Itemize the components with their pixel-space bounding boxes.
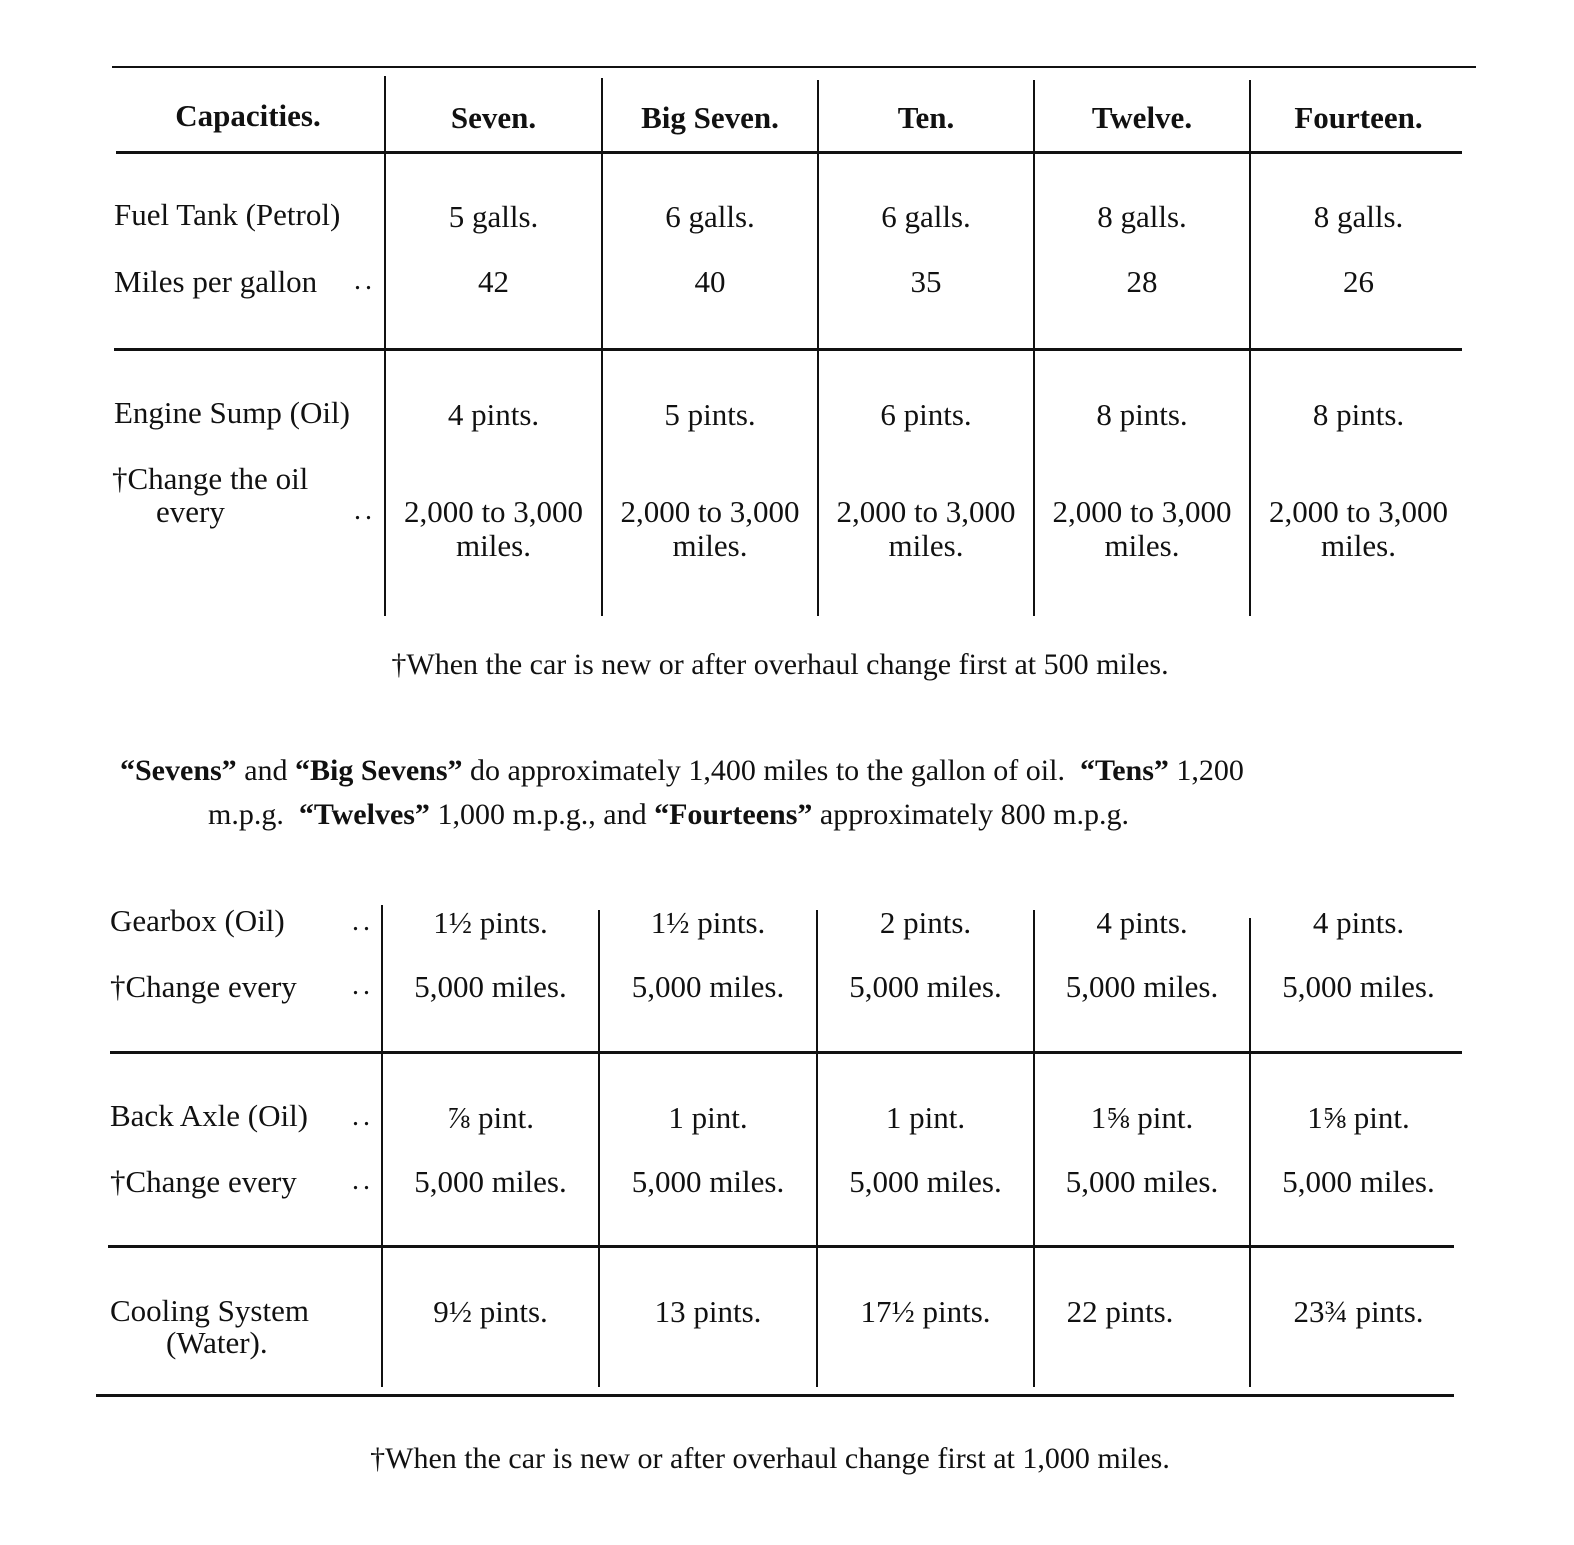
row-label-gearbox: Gearbox (Oil) bbox=[110, 903, 285, 938]
cell-axle-fourteen: 1⅝ pint. bbox=[1307, 1100, 1410, 1135]
cell-cooling-seven: 9½ pints. bbox=[433, 1294, 548, 1329]
cell-gearbox-twelve: 4 pints. bbox=[1096, 905, 1188, 940]
row-label-cooling-line1: Cooling System bbox=[110, 1293, 309, 1328]
section-rule bbox=[110, 1051, 1462, 1054]
cell-axle-change-big-seven: 5,000 miles. bbox=[631, 1164, 785, 1199]
column-header-capacities: Capacities. bbox=[175, 98, 321, 133]
cell-gearbox-seven: 1½ pints. bbox=[433, 905, 548, 940]
cell-gearbox-fourteen: 4 pints. bbox=[1312, 905, 1405, 940]
cell-fuel-ten: 6 galls. bbox=[881, 199, 971, 234]
row-label-cooling-line2: (Water). bbox=[166, 1325, 268, 1360]
cell-gearbox-change-big-seven: 5,000 miles. bbox=[631, 969, 785, 1004]
text-fragment: and bbox=[236, 754, 296, 787]
cell-axle-change-seven: 5,000 miles. bbox=[414, 1164, 567, 1199]
cell-gearbox-big-seven: 1½ pints. bbox=[650, 905, 766, 940]
term-big-sevens: “Big Sevens” bbox=[295, 754, 463, 787]
cell-oil-change-unit: miles. bbox=[456, 528, 531, 563]
term-twelves: “Twelves” bbox=[298, 798, 430, 831]
table-top-rule bbox=[112, 66, 1476, 68]
cell-axle-change-fourteen: 5,000 miles. bbox=[1282, 1164, 1435, 1199]
text-fragment: approximately 800 m.p.g. bbox=[812, 798, 1130, 831]
cell-mpg-twelve: 28 bbox=[1126, 264, 1158, 299]
cell-fuel-big-seven: 6 galls. bbox=[665, 199, 755, 234]
cell-axle-change-twelve: 5,000 miles. bbox=[1065, 1164, 1219, 1199]
cell-mpg-seven: 42 bbox=[478, 264, 509, 299]
cell-axle-big-seven: 1 pint. bbox=[668, 1100, 748, 1135]
row-label-change-oil-line2: every bbox=[156, 494, 225, 529]
paragraph-line-1 bbox=[120, 754, 1244, 788]
cell-gearbox-change-twelve: 5,000 miles. bbox=[1065, 969, 1219, 1004]
cell-fuel-seven: 5 galls. bbox=[448, 199, 539, 234]
cell-cooling-twelve: 22 pints. bbox=[1066, 1294, 1174, 1329]
cell-oil-change-unit: miles. bbox=[1104, 528, 1180, 563]
footnote-1000-miles: †When the car is new or after overhaul change first at 1,000 miles. bbox=[370, 1442, 1170, 1475]
cell-oil-change-range: 2,000 to 3,000 bbox=[1052, 494, 1232, 529]
cell-cooling-big-seven: 13 pints. bbox=[654, 1294, 762, 1329]
cell-gearbox-change-ten: 5,000 miles. bbox=[849, 969, 1002, 1004]
table-bottom-rule bbox=[96, 1394, 1454, 1397]
cell-gearbox-change-fourteen: 5,000 miles. bbox=[1282, 969, 1435, 1004]
row-label-change-oil-line1: †Change the oil bbox=[112, 461, 309, 496]
cell-oil-change-range: 2,000 to 3,000 bbox=[403, 494, 584, 529]
paragraph-line-2 bbox=[208, 798, 1129, 832]
leader-dots: .. bbox=[354, 265, 376, 296]
cell-oil-change-range: 2,000 to 3,000 bbox=[1268, 494, 1449, 529]
cell-mpg-fourteen: 26 bbox=[1343, 264, 1374, 299]
cell-oil-change-range: 2,000 to 3,000 bbox=[836, 494, 1016, 529]
term-tens: “Tens” bbox=[1079, 754, 1169, 787]
column-header-twelve: Twelve. bbox=[1091, 100, 1193, 135]
leader-dots: .. bbox=[352, 970, 374, 1001]
column-header-ten: Ten. bbox=[897, 100, 955, 135]
row-label-gearbox-change: †Change every bbox=[110, 969, 297, 1004]
cell-sump-twelve: 8 pints. bbox=[1096, 397, 1188, 432]
row-label-miles-per-gallon: Miles per gallon bbox=[114, 264, 318, 299]
cell-oil-change-seven bbox=[386, 495, 601, 563]
section-rule bbox=[114, 348, 1462, 351]
row-label-back-axle: Back Axle (Oil) bbox=[110, 1098, 309, 1133]
column-header-fourteen: Fourteen. bbox=[1294, 100, 1423, 135]
header-rule bbox=[116, 151, 1462, 154]
cell-mpg-big-seven: 40 bbox=[694, 264, 726, 299]
cell-oil-change-twelve bbox=[1035, 495, 1249, 563]
text-fragment: do approximately 1,400 miles to the gallon of oil. bbox=[462, 754, 1080, 787]
row-label-fuel-tank: Fuel Tank (Petrol) bbox=[114, 197, 341, 232]
cell-gearbox-ten: 2 pints. bbox=[879, 905, 972, 940]
text-fragment: 1,200 bbox=[1168, 754, 1244, 787]
leader-dots: .. bbox=[352, 1101, 374, 1132]
cell-fuel-fourteen: 8 galls. bbox=[1313, 199, 1404, 234]
cell-axle-change-ten: 5,000 miles. bbox=[849, 1164, 1002, 1199]
cell-cooling-fourteen: 23¾ pints. bbox=[1293, 1294, 1424, 1329]
term-sevens: “Sevens” bbox=[120, 754, 237, 787]
cell-mpg-ten: 35 bbox=[910, 264, 942, 299]
cell-oil-change-fourteen bbox=[1251, 495, 1466, 563]
leader-dots: .. bbox=[352, 906, 374, 937]
cell-cooling-ten: 17½ pints. bbox=[860, 1294, 991, 1329]
section-rule bbox=[108, 1245, 1454, 1248]
cell-axle-twelve: 1⅝ pint. bbox=[1090, 1100, 1194, 1135]
cell-oil-change-unit: miles. bbox=[672, 528, 748, 563]
cell-oil-change-range: 2,000 to 3,000 bbox=[620, 494, 800, 529]
column-header-big-seven: Big Seven. bbox=[641, 100, 779, 135]
text-fragment: 1,000 m.p.g., and bbox=[429, 798, 655, 831]
cell-axle-seven: ⅞ pint. bbox=[447, 1100, 534, 1135]
cell-oil-change-unit: miles. bbox=[888, 528, 964, 563]
footnote-500-miles: †When the car is new or after overhaul change first at 500 miles. bbox=[391, 648, 1169, 681]
term-fourteens: “Fourteens” bbox=[654, 798, 813, 831]
column-header-seven: Seven. bbox=[450, 100, 537, 135]
text-fragment: m.p.g. bbox=[208, 798, 299, 831]
cell-sump-fourteen: 8 pints. bbox=[1312, 397, 1405, 432]
cell-axle-ten: 1 pint. bbox=[885, 1100, 966, 1135]
cell-fuel-twelve: 8 galls. bbox=[1097, 199, 1187, 234]
cell-oil-change-big-seven bbox=[603, 495, 817, 563]
row-label-axle-change: †Change every bbox=[110, 1164, 297, 1199]
cell-oil-change-unit: miles. bbox=[1321, 528, 1396, 563]
cell-sump-ten: 6 pints. bbox=[880, 397, 972, 432]
row-label-engine-sump: Engine Sump (Oil) bbox=[114, 395, 350, 430]
cell-gearbox-change-seven: 5,000 miles. bbox=[414, 969, 567, 1004]
cell-sump-big-seven: 5 pints. bbox=[664, 397, 756, 432]
leader-dots: .. bbox=[352, 1165, 374, 1196]
leader-dots: .. bbox=[354, 495, 376, 526]
cell-oil-change-ten bbox=[819, 495, 1033, 563]
cell-sump-seven: 4 pints. bbox=[447, 397, 540, 432]
